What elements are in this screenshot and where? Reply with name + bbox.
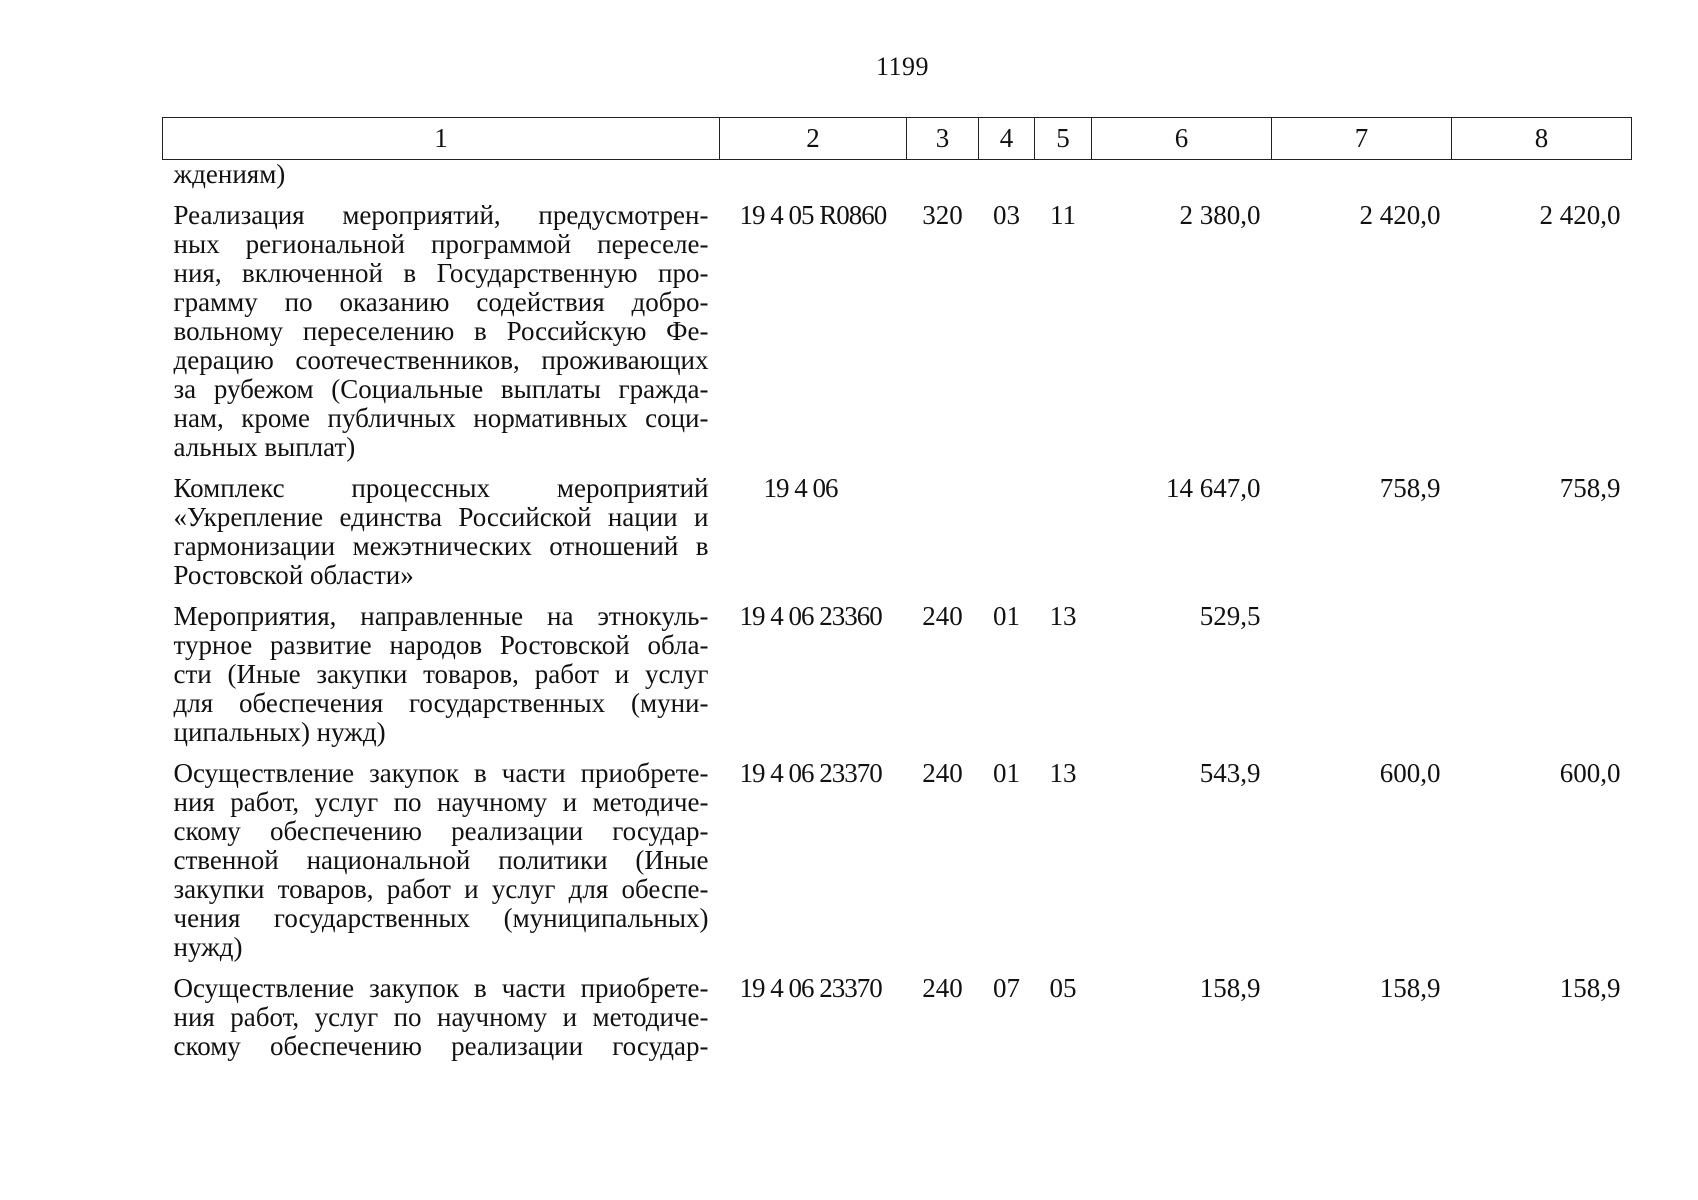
column-header-4: 4 [979,118,1035,160]
description-line: ния работ, услуг по научному и методиче- [173,1002,709,1032]
expense-type: 320 [922,200,963,230]
amount-col-6: 543,9 [1199,758,1261,788]
expense-type [907,160,979,190]
amount-col-8: 600,0 [1559,758,1621,788]
amount-col-7: 2 420,0 [1359,200,1441,230]
amount-col-7 [1272,590,1452,747]
target-code: 19 4 06 [763,473,838,503]
column-header-2: 2 [720,118,907,160]
description-line: скому обеспечению реализации государ- [173,1031,709,1061]
section-code [979,462,1035,590]
table-row [163,590,1632,747]
section-code: 01 [993,758,1020,788]
description-line: Реализация мероприятий, предусмотрен- [173,200,709,230]
description-line: гармонизации межэтнических отношений в [173,531,709,561]
target-code: 19 4 06 23370 [739,973,882,1003]
expense-type: 240 [922,973,963,1003]
description-line: за рубежом (Социальные выплаты гражда- [173,374,709,404]
description-line: нам, кроме публичных нормативных соци- [173,403,709,433]
description-line: вольному переселению в Российскую Фе- [173,316,709,346]
amount-col-8 [1452,590,1632,747]
amount-col-8 [1452,160,1632,190]
amount-col-6: 14 647,0 [1166,473,1261,503]
budget-table [162,117,1632,1061]
description-line: Осуществление закупок в части приобрете- [173,973,709,1003]
description-line: ственной национальной политики (Иные [173,845,709,875]
subsection-code: 05 [1049,973,1077,1003]
amount-col-6: 2 380,0 [1179,200,1261,230]
target-code [720,160,907,190]
description-line: турное развитие народов Ростовской обла- [173,630,709,660]
description-line: чения государственных (муниципальных) [173,903,709,933]
description-line: ных региональной программой переселе- [173,229,709,259]
column-header-8: 8 [1452,118,1632,160]
row-description [163,462,720,590]
description-line: нужд) [173,932,243,962]
target-code: 19 4 05 R0860 [739,200,887,230]
section-code [979,160,1035,190]
description-line: «Укрепление единства Российской нации и [173,502,709,532]
expense-type: 240 [922,758,963,788]
description-line: ципальных) нужд) [173,717,386,747]
table-row [163,160,1632,190]
amount-col-7: 758,9 [1379,473,1441,503]
amount-col-6: 529,5 [1199,601,1261,631]
amount-col-7: 600,0 [1379,758,1441,788]
table-row [163,747,1632,962]
row-description [163,160,720,190]
amount-col-7 [1272,160,1452,190]
description-line: Осуществление закупок в части приобрете- [173,758,709,788]
column-header-7: 7 [1272,118,1452,160]
row-description [163,590,720,747]
description-line: скому обеспечению реализации государ- [173,816,709,846]
subsection-code: 13 [1049,758,1077,788]
description-line: ждениям) [173,159,286,189]
description-line: ния работ, услуг по научному и методиче- [173,787,709,817]
description-line: закупки товаров, работ и услуг для обеспе- [173,874,709,904]
amount-col-6: 158,9 [1199,973,1261,1003]
column-header-5: 5 [1035,118,1092,160]
expense-type [907,462,979,590]
description-line: Комплекс процессных мероприятий [173,473,709,503]
table-row [163,962,1632,1061]
row-description [163,189,720,462]
description-line: Мероприятия, направленные на этнокуль- [173,601,709,631]
description-line: для обеспечения государственных (муни- [173,688,709,718]
page-number: 1199 [875,52,930,81]
subsection-code: 11 [1050,200,1076,230]
amount-col-8: 2 420,0 [1539,200,1621,230]
section-code: 07 [993,973,1020,1003]
amount-col-8: 758,9 [1559,473,1621,503]
expense-type: 240 [922,601,963,631]
target-code: 19 4 06 23360 [739,601,882,631]
section-code: 03 [993,200,1020,230]
table-row [163,189,1632,462]
description-line: ния, включенной в Государственную про- [173,258,709,288]
section-code: 01 [993,601,1020,631]
description-line: Ростовской области» [173,560,414,590]
column-header-6: 6 [1092,118,1272,160]
column-header-1: 1 [163,118,720,160]
description-line: дерацию соотечественников, проживающих [173,345,709,375]
table-row [163,462,1632,590]
column-header-3: 3 [907,118,979,160]
row-description [163,962,720,1061]
amount-col-6 [1092,160,1272,190]
target-code: 19 4 06 23370 [739,758,882,788]
subsection-code [1035,462,1092,590]
row-description [163,747,720,962]
amount-col-7: 158,9 [1379,973,1441,1003]
amount-col-8: 158,9 [1559,973,1621,1003]
description-line: грамму по оказанию содействия добро- [173,287,709,317]
subsection-code: 13 [1049,601,1077,631]
description-line: альных выплат) [173,432,356,462]
description-line: сти (Иные закупки товаров, работ и услуг [173,659,709,689]
subsection-code [1035,160,1092,190]
table-header-row [163,118,1632,160]
